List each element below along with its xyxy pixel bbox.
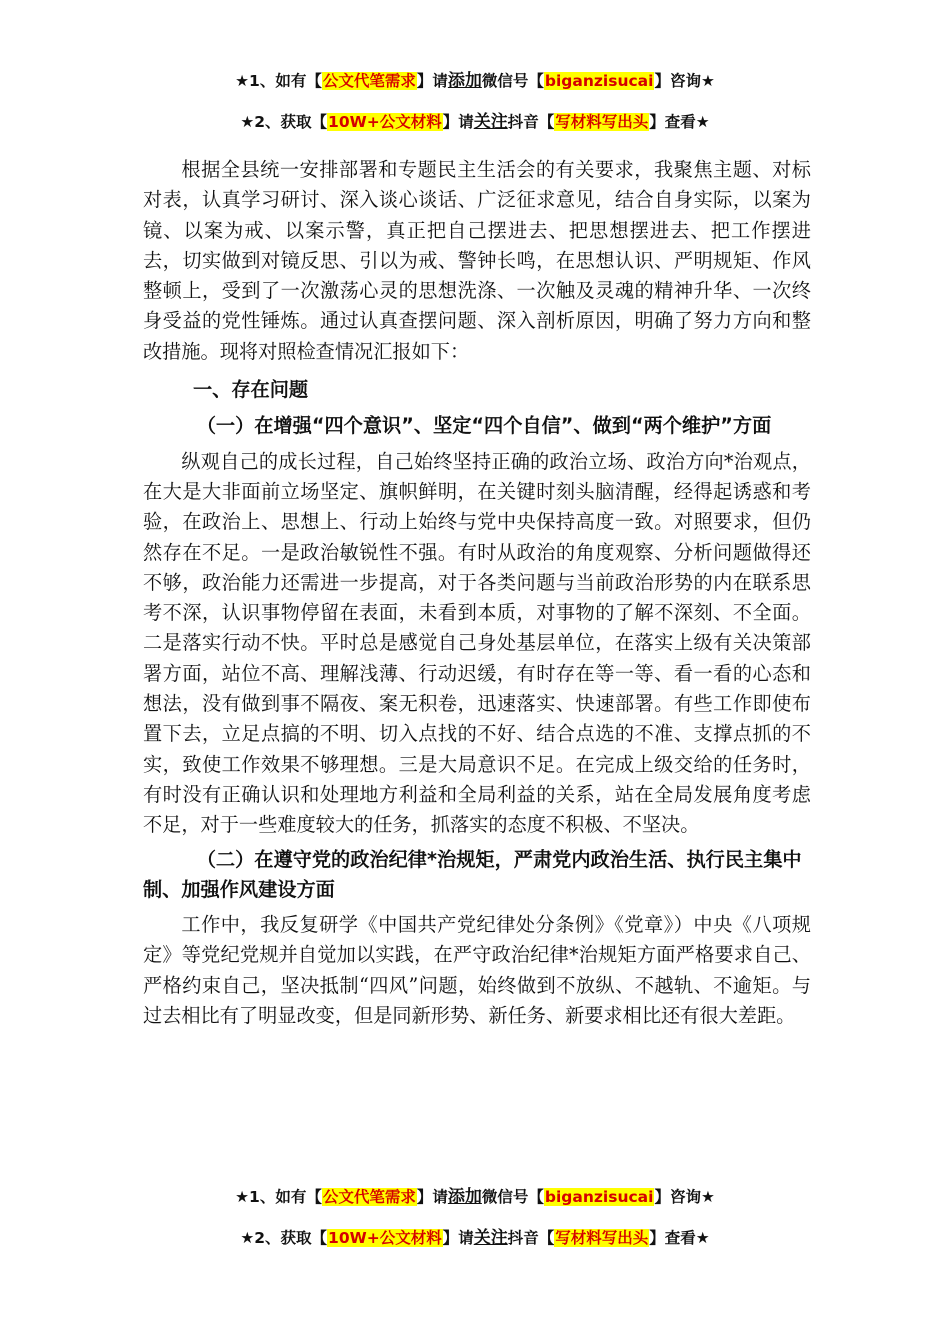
star-icon: ★ [235, 72, 250, 90]
highlight-douyin: 写材料写出头 [555, 1229, 649, 1247]
star-icon: ★ [235, 1188, 250, 1206]
star-icon: ★ [240, 113, 255, 131]
subsection-heading-1: （一）在增强“四个意识”、坚定“四个自信”、做到“两个维护”方面 [196, 414, 772, 438]
highlight-wechat-id: biganzisucai [544, 1188, 654, 1206]
intro-paragraph: 根据全县统一安排部署和专题民主生活会的有关要求，我聚焦主题、对标对表，认真学习研讨、深入谈心谈话、广泛征求意见，结合自身实际，以案为镜、以案为戒、以案示警，真正把自己摆进去、把思想摆进去、把工作摆进去，切实做到对镜反思、引以为戒、警钟长鸣，在思想认识、严明规矩、作风整顿上，受到了一次激荡心灵的思想洗涤、一次触及灵魂的精神升华、一次终身受益的党性锤炼。通过认真查摆问题、深入剖析原因，明确了努力方向和整改措施。现将对照检查情况汇报如下： [143, 158, 811, 363]
ad-banner-line-2-bottom: ★2、获取【10W+公文材料】请关注抖音【写材料写出头】查看★ [240, 1228, 710, 1248]
paragraph-1: 纵观自己的成长过程，自己始终坚持正确的政治立场、政治方向*治观点，在大是大非面前立场坚定、旗帜鲜明，在关键时刻头脑清醒，经得起诱惑和考验，在政治上、思想上、行动上始终与党中央保持高度一致。对照要求，但仍然存在不足。一是政治敏锐性不强。有时从政治的角度观察、分析问题做得还不够，政治能力还需进一步提高，对于各类问题与当前政治形势的内在联系思考不深，认识事物停留在表面，未看到本质，对事物的了解不深刻、不全面。二是落实行动不快。平时总是感觉自己身处基层单位，在落实上级有关决策部署方面，站位不高、理解浅薄、行动迟缓，有时存在等一等、看一看的心态和想法，没有做到事不隔夜、案无积卷，迅速落实、快速部署。有些工作即使布置下去，立足点搞的不明、切入点找的不好、结合点选的不准、支撑点抓的不实，致使工作效果不够理想。三是大局意识不足。在完成上级交给的任务时，有时没有正确认识和处理地方利益和全局利益的关系，站在全局发展角度考虑不足，对于一些难度较大的任务，抓落实的态度不积极、不坚决。 [143, 449, 811, 837]
document-body [143, 155, 811, 1031]
highlight-materials: 10W+公文材料 [328, 1229, 442, 1247]
ad-banner-line-2: ★2、获取【10W+公文材料】请关注抖音【写材料写出头】查看★ [240, 112, 710, 132]
paragraph-2: 工作中，我反复研学《中国共产党纪律处分条例》《党章》）中央《八项规定》等党纪党规并自觉加以实践，在严守政治纪律*治规矩方面严格要求自己、严格约束自己，坚决抵制“四风”问题，始终做到不放纵、不越轨、不逾矩。与过去相比有了明显改变，但是同新形势、新任务、新要求相比还有很大差距。 [143, 913, 811, 1028]
highlight-materials: 10W+公文材料 [328, 113, 442, 131]
highlight-wechat-id: biganzisucai [544, 72, 654, 90]
highlight-douyin: 写材料写出头 [555, 113, 649, 131]
highlight-service: 公文代笔需求 [322, 72, 416, 90]
subsection-heading-2: （二）在遵守党的政治纪律*治规矩，严肃党内政治生活、执行民主集中制、加强作风建设方面 [143, 847, 802, 901]
star-icon: ★ [240, 1229, 255, 1247]
section-heading: 一、存在问题 [193, 378, 309, 402]
ad-banner-line-1: ★1、如有【公文代笔需求】请添加微信号【biganzisucai】咨询★ [235, 71, 715, 91]
highlight-service: 公文代笔需求 [322, 1188, 416, 1206]
ad-banner-line-1-bottom: ★1、如有【公文代笔需求】请添加微信号【biganzisucai】咨询★ [235, 1187, 715, 1207]
